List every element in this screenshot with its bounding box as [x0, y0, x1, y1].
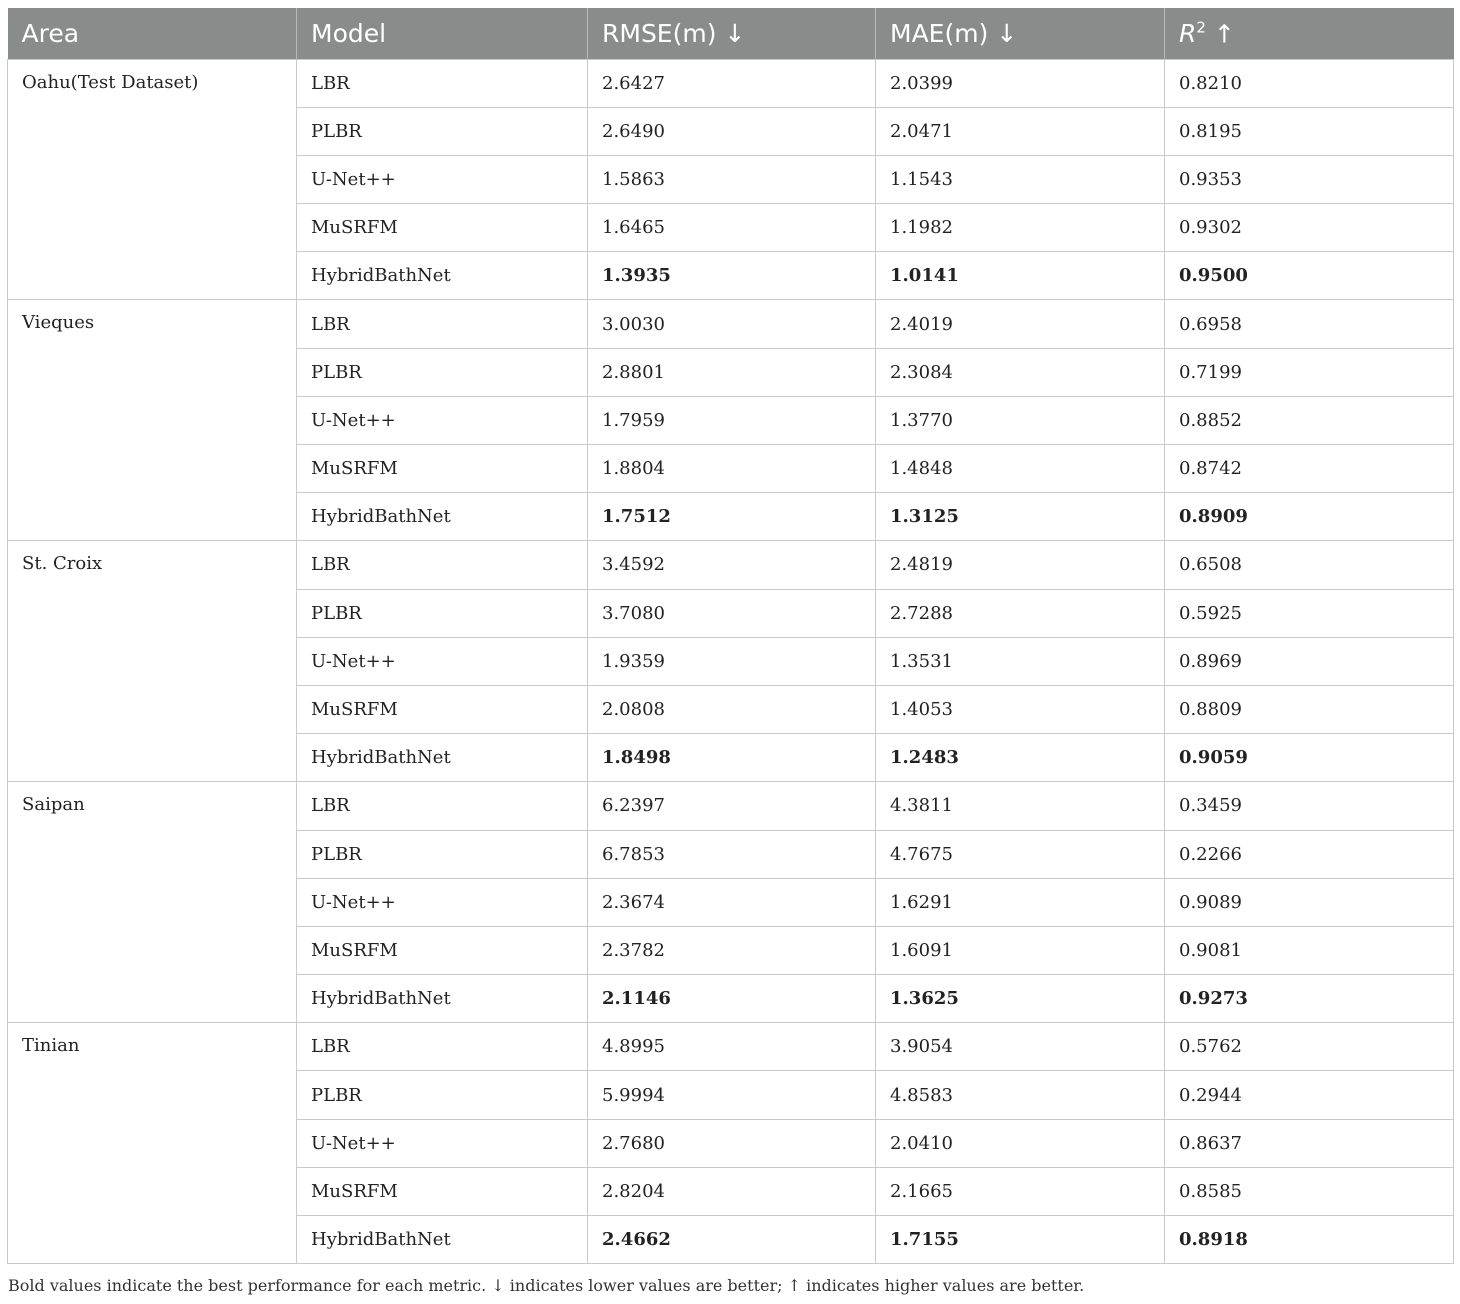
- rmse-cell: 2.4662: [588, 1216, 876, 1264]
- rmse-cell: 1.6465: [588, 204, 876, 252]
- mae-cell: 1.3125: [876, 493, 1165, 541]
- r2-cell: 0.8195: [1165, 107, 1454, 155]
- rmse-cell: 1.3935: [588, 252, 876, 300]
- rmse-cell: 6.2397: [588, 782, 876, 830]
- table-row: [8, 782, 1454, 830]
- mae-cell: 2.4819: [876, 541, 1165, 589]
- area-cell: Tinian: [8, 1023, 297, 1264]
- model-cell: MuSRFM: [297, 445, 588, 493]
- rmse-cell: 3.4592: [588, 541, 876, 589]
- rmse-cell: 2.6490: [588, 107, 876, 155]
- rmse-cell: 2.1146: [588, 975, 876, 1023]
- r2-cell: 0.8637: [1165, 1119, 1454, 1167]
- r2-cell: 0.9273: [1165, 975, 1454, 1023]
- r2-cell: 0.8210: [1165, 59, 1454, 107]
- mae-cell: 1.3531: [876, 637, 1165, 685]
- table-header: [8, 8, 1454, 59]
- rmse-cell: 4.8995: [588, 1023, 876, 1071]
- mae-cell: 2.0399: [876, 59, 1165, 107]
- model-cell: LBR: [297, 541, 588, 589]
- r2-cell: 0.9059: [1165, 734, 1454, 782]
- mae-cell: 2.4019: [876, 300, 1165, 348]
- mae-cell: 2.7288: [876, 589, 1165, 637]
- rmse-cell: 3.7080: [588, 589, 876, 637]
- header-r2: [1165, 8, 1454, 59]
- area-cell: Saipan: [8, 782, 297, 1023]
- header-row: [8, 8, 1454, 59]
- header-model: Model: [297, 8, 588, 59]
- r2-cell: 0.9500: [1165, 252, 1454, 300]
- area-cell: St. Croix: [8, 541, 297, 782]
- r2-cell: 0.9302: [1165, 204, 1454, 252]
- rmse-cell: 2.8204: [588, 1167, 876, 1215]
- r2-cell: 0.8918: [1165, 1216, 1454, 1264]
- model-cell: HybridBathNet: [297, 1216, 588, 1264]
- mae-cell: 1.0141: [876, 252, 1165, 300]
- rmse-cell: 2.6427: [588, 59, 876, 107]
- model-cell: LBR: [297, 300, 588, 348]
- model-cell: PLBR: [297, 589, 588, 637]
- model-cell: LBR: [297, 1023, 588, 1071]
- r2-cell: 0.9081: [1165, 926, 1454, 974]
- r2-superscript: 2: [1196, 18, 1206, 37]
- table-row: [8, 59, 1454, 107]
- rmse-cell: 1.8804: [588, 445, 876, 493]
- mae-cell: 2.3084: [876, 348, 1165, 396]
- model-cell: PLBR: [297, 830, 588, 878]
- mae-cell: 2.0471: [876, 107, 1165, 155]
- mae-cell: 3.9054: [876, 1023, 1165, 1071]
- model-cell: HybridBathNet: [297, 252, 588, 300]
- rmse-cell: 1.7512: [588, 493, 876, 541]
- rmse-cell: 1.8498: [588, 734, 876, 782]
- r2-cell: 0.3459: [1165, 782, 1454, 830]
- area-cell: Vieques: [8, 300, 297, 541]
- model-cell: PLBR: [297, 348, 588, 396]
- mae-cell: 1.6091: [876, 926, 1165, 974]
- model-cell: U-Net++: [297, 155, 588, 203]
- mae-cell: 4.7675: [876, 830, 1165, 878]
- rmse-cell: 3.0030: [588, 300, 876, 348]
- model-cell: U-Net++: [297, 878, 588, 926]
- r2-cell: 0.8909: [1165, 493, 1454, 541]
- rmse-cell: 6.7853: [588, 830, 876, 878]
- mae-cell: 1.2483: [876, 734, 1165, 782]
- r2-cell: 0.5925: [1165, 589, 1454, 637]
- rmse-cell: 2.3782: [588, 926, 876, 974]
- r2-cell: 0.6508: [1165, 541, 1454, 589]
- header-area: Area: [8, 8, 297, 59]
- mae-cell: 4.8583: [876, 1071, 1165, 1119]
- rmse-cell: 2.7680: [588, 1119, 876, 1167]
- r2-arrow: ↑: [1205, 18, 1235, 48]
- results-table: [7, 8, 1454, 1264]
- r2-symbol: [1179, 19, 1206, 48]
- rmse-cell: 2.8801: [588, 348, 876, 396]
- r2-cell: 0.9089: [1165, 878, 1454, 926]
- mae-cell: 1.1982: [876, 204, 1165, 252]
- model-cell: U-Net++: [297, 637, 588, 685]
- model-cell: HybridBathNet: [297, 734, 588, 782]
- r2-cell: 0.9353: [1165, 155, 1454, 203]
- table-row: [8, 300, 1454, 348]
- header-rmse: RMSE(m) ↓: [588, 8, 876, 59]
- rmse-cell: 1.7959: [588, 396, 876, 444]
- area-cell: Oahu(Test Dataset): [8, 59, 297, 300]
- rmse-cell: 2.3674: [588, 878, 876, 926]
- mae-cell: 1.3625: [876, 975, 1165, 1023]
- rmse-cell: 5.9994: [588, 1071, 876, 1119]
- table-footnote: Bold values indicate the best performance for each metric. ↓ indicates lower values are better; ↑ indicates higher values are better.: [8, 1276, 1085, 1295]
- table-row: [8, 1023, 1454, 1071]
- r2-cell: 0.8585: [1165, 1167, 1454, 1215]
- r2-cell: 0.2944: [1165, 1071, 1454, 1119]
- rmse-cell: 1.5863: [588, 155, 876, 203]
- r2-cell: 0.8742: [1165, 445, 1454, 493]
- r2-cell: 0.8809: [1165, 685, 1454, 733]
- mae-cell: 1.4053: [876, 685, 1165, 733]
- mae-cell: 1.4848: [876, 445, 1165, 493]
- mae-cell: 2.1665: [876, 1167, 1165, 1215]
- model-cell: MuSRFM: [297, 926, 588, 974]
- table-row: [8, 541, 1454, 589]
- r2-letter: R: [1179, 18, 1197, 48]
- mae-cell: 4.3811: [876, 782, 1165, 830]
- r2-cell: 0.7199: [1165, 348, 1454, 396]
- rmse-cell: 2.0808: [588, 685, 876, 733]
- rmse-cell: 1.9359: [588, 637, 876, 685]
- r2-cell: 0.8852: [1165, 396, 1454, 444]
- model-cell: MuSRFM: [297, 1167, 588, 1215]
- mae-cell: 1.3770: [876, 396, 1165, 444]
- mae-cell: 2.0410: [876, 1119, 1165, 1167]
- r2-cell: 0.2266: [1165, 830, 1454, 878]
- model-cell: PLBR: [297, 107, 588, 155]
- model-cell: HybridBathNet: [297, 975, 588, 1023]
- table-body: [8, 59, 1454, 1264]
- r2-cell: 0.8969: [1165, 637, 1454, 685]
- model-cell: MuSRFM: [297, 204, 588, 252]
- model-cell: U-Net++: [297, 1119, 588, 1167]
- model-cell: HybridBathNet: [297, 493, 588, 541]
- mae-cell: 1.1543: [876, 155, 1165, 203]
- model-cell: MuSRFM: [297, 685, 588, 733]
- model-cell: U-Net++: [297, 396, 588, 444]
- header-mae: MAE(m) ↓: [876, 8, 1165, 59]
- mae-cell: 1.7155: [876, 1216, 1165, 1264]
- model-cell: LBR: [297, 59, 588, 107]
- mae-cell: 1.6291: [876, 878, 1165, 926]
- r2-cell: 0.6958: [1165, 300, 1454, 348]
- r2-cell: 0.5762: [1165, 1023, 1454, 1071]
- model-cell: PLBR: [297, 1071, 588, 1119]
- model-cell: LBR: [297, 782, 588, 830]
